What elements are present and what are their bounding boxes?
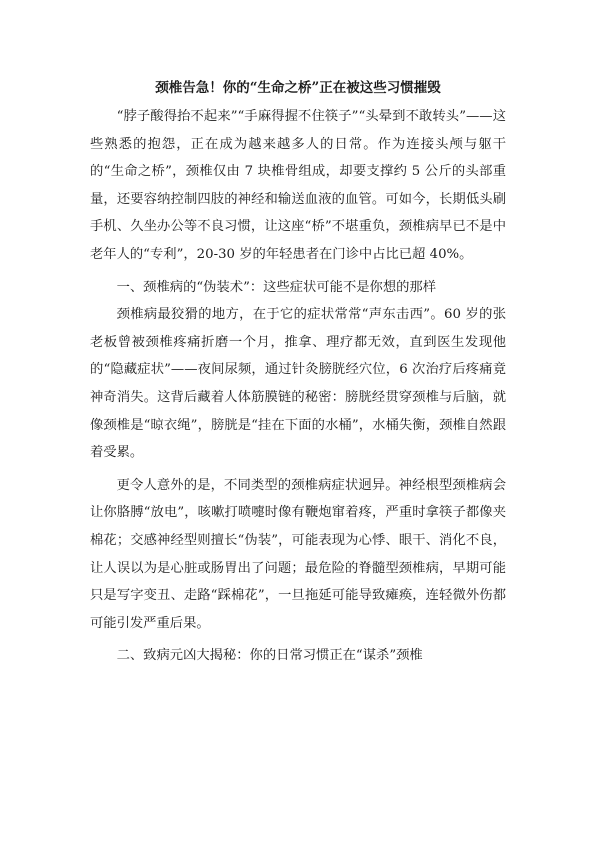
body-paragraph: 更令人意外的是，不同类型的颈椎病症状迥异。神经根型颈椎病会让你胳膊“放电”，咳嗽打喷嚏时像有鞭炮窜着疼，严重时拿筷子都像夹棉花；交感神经型则擅长“伪装”，可能表现为心悸、眼干、消化不良，让人误以为是心脏或肠胃出了问题；最危险的脊髓型颈椎病，早期可能只是写字变丑、走路“踩棉花”，一旦拖延可能导致瘫痪，连轻微外伤都可能引发严重后果。: [90, 477, 506, 631]
section-heading-2: 二、致病元凶大揭秘：你的日常习惯正在“谋杀”颈椎: [116, 648, 423, 664]
intro-paragraph: “脖子酸得抬不起来”“手麻得握不住筷子”“头晕到不敢转头”——这些熟悉的抱怨，正在成为越来越多人的日常。作为连接头颅与躯干的“生命之桥”，颈椎仅由 7 块椎骨组成，却要支撑约 5 公斤的头部重量，还要容纳控制四肢的神经和输送血液的血管。可如今，长期低头刷手机、久坐办公等不良习惯，让这座“桥”不堪重负，颈椎病早已不是中老年人的“专利”，20-30 岁的年轻患者在门诊中占比已超 40%。: [90, 109, 506, 262]
body-paragraph: 颈椎病最狡猾的地方，在于它的症状常常“声东击西”。60 岁的张老板曾被颈椎疼痛折磨一个月，推拿、理疗都无效，直到医生发现他的“隐藏症状”——夜间尿频，通过针灸膀胱经穴位，6 次治疗后疼痛竟神奇消失。这背后藏着人体筋膜链的秘密：膀胱经贯穿颈椎与后脑，就像颈椎是“晾衣绳”，膀胱是“挂在下面的水桶”，水桶失衡，颈椎自然跟着受累。: [90, 307, 506, 461]
section-heading-1: 一、颈椎病的“伪装术”：这些症状可能不是你想的那样: [116, 279, 437, 295]
document-body: [90, 103, 506, 670]
document-title: 颈椎告急！你的“生命之桥”正在被这些习惯摧毁: [155, 80, 441, 96]
